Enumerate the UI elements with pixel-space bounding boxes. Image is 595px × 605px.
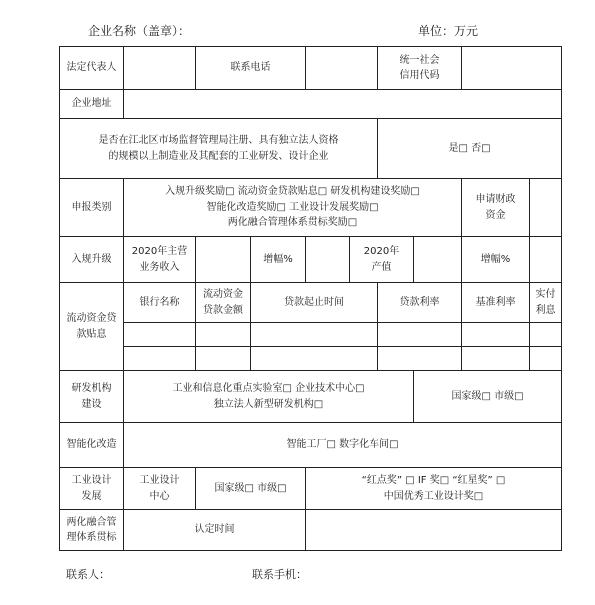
loan-period-header: 贷款起止时间 (251, 283, 378, 323)
legal-rep-label: 法定代表人 (60, 47, 124, 90)
paid-interest-header-line: 实付 (535, 289, 556, 300)
output-growth-input[interactable] (530, 237, 562, 283)
finance-amount-input[interactable] (530, 179, 562, 237)
design-row (60, 468, 562, 510)
address-input[interactable] (124, 90, 562, 119)
upgrade-label: 入规升级 (60, 237, 124, 283)
eligibility-question-line: 是否在江北区市场监督管理局注册、具有独立法人资格 (98, 135, 339, 146)
finance-amount-label-line: 申请财政 (475, 194, 516, 205)
revenue-growth-label: 增幅% (251, 237, 306, 283)
smart-row (60, 423, 562, 468)
design-label-line: 发展 (81, 490, 102, 502)
output-growth-label: 增幅% (462, 237, 530, 283)
design-level-checkboxes[interactable]: 国家级□ 市级□ (196, 468, 306, 510)
rnd-option-line[interactable]: 独立法人新型研发机构□ (213, 398, 324, 410)
output-label-line: 产值 (371, 261, 392, 273)
finance-amount-label (462, 179, 530, 237)
revenue-label-line: 2020年主营 (131, 246, 188, 257)
loan-entry-row (60, 323, 562, 347)
rnd-level-checkboxes[interactable]: 国家级□ 市级□ (414, 371, 562, 423)
revenue-label-line: 业务收入 (139, 261, 180, 273)
loan-rate-input[interactable] (378, 323, 462, 347)
smart-label: 智能化改造 (60, 423, 124, 468)
contact-mobile-label: 联系手机： (252, 568, 307, 581)
design-awards[interactable] (306, 468, 562, 510)
revenue-input[interactable] (196, 237, 251, 283)
integration-label (60, 510, 124, 551)
category-option-line[interactable]: 入规升级奖励□ 流动资金贷款贴息□ 研发机构建设奖励□ (165, 186, 420, 198)
smart-options[interactable]: 智能工厂□ 数字化车间□ (124, 423, 562, 468)
category-option-line[interactable]: 智能化改造奖励□ 工业设计发展奖励□ (206, 201, 379, 213)
paid-interest-input[interactable] (530, 347, 562, 371)
loan-label (60, 283, 124, 371)
loan-amount-input[interactable] (196, 323, 251, 347)
rnd-options[interactable] (124, 371, 414, 423)
loan-amount-header-line: 贷款金额 (203, 304, 243, 316)
loan-period-input[interactable] (251, 347, 378, 371)
unit-label: 单位：万元 (418, 24, 479, 38)
category-option-line[interactable]: 两化融合管理体系贯标奖励□ (227, 217, 358, 229)
loan-entry-row (60, 347, 562, 371)
address-row (60, 90, 562, 119)
loan-amount-header (196, 283, 251, 323)
design-center-label (124, 468, 196, 510)
phone-input[interactable] (306, 47, 378, 90)
paid-interest-input[interactable] (530, 323, 562, 347)
company-name-label: 企业名称（盖章）： (88, 24, 191, 38)
loan-label-line: 款贴息 (76, 328, 107, 340)
bank-name-header: 银行名称 (124, 283, 196, 323)
finance-amount-label-line: 资金 (485, 209, 506, 221)
address-label: 企业地址 (60, 90, 124, 119)
revenue-growth-input[interactable] (306, 237, 350, 283)
eligibility-row (60, 119, 562, 179)
base-rate-input[interactable] (462, 323, 530, 347)
bank-name-input[interactable] (124, 323, 196, 347)
credit-code-label-line: 统一社会 (399, 54, 440, 66)
eligibility-question (60, 119, 378, 179)
category-row (60, 179, 562, 237)
paid-interest-header-line: 利息 (535, 304, 556, 316)
design-award-line[interactable]: 中国优秀工业设计奖□ (383, 490, 484, 502)
paid-interest-header (530, 283, 562, 323)
output-label (350, 237, 414, 283)
base-rate-header: 基准利率 (462, 283, 530, 323)
eligibility-answer-checkboxes[interactable]: 是□ 否□ (378, 119, 562, 179)
legal-rep-row (60, 47, 562, 90)
bank-name-input[interactable] (124, 347, 196, 371)
certification-date-label: 认定时间 (124, 510, 306, 551)
credit-code-input[interactable] (462, 47, 562, 90)
design-award-line[interactable]: “红点奖” □ IF 奖□ “红星奖” □ (361, 475, 506, 486)
revenue-label (124, 237, 196, 283)
credit-code-label (378, 47, 462, 90)
rnd-option-line[interactable]: 工业和信息化重点实验室□ 企业技术中心□ (172, 383, 365, 394)
loan-header-row (60, 283, 562, 323)
loan-amount-header-line: 流动资金 (203, 289, 243, 300)
design-center-label-line: 工业设计 (139, 475, 180, 486)
contact-person-label: 联系人： (66, 568, 110, 581)
application-form-table (59, 46, 562, 551)
loan-label-line: 流动资金贷 (66, 313, 117, 324)
base-rate-input[interactable] (462, 347, 530, 371)
rnd-row (60, 371, 562, 423)
integration-label-line: 两化融合管 (66, 516, 117, 528)
output-input[interactable] (414, 237, 462, 283)
category-label: 申报类别 (60, 179, 124, 237)
design-center-label-line: 中心 (149, 490, 170, 502)
certification-date-input[interactable] (306, 510, 562, 551)
phone-label: 联系电话 (196, 47, 306, 90)
loan-rate-input[interactable] (378, 347, 462, 371)
category-options[interactable] (124, 179, 462, 237)
rnd-label-line: 建设 (81, 398, 102, 410)
integration-label-line: 理体系贯标 (66, 532, 117, 543)
legal-rep-input[interactable] (124, 47, 196, 90)
credit-code-label-line: 信用代码 (399, 70, 440, 81)
loan-period-input[interactable] (251, 323, 378, 347)
design-label-line: 工业设计 (71, 475, 112, 486)
eligibility-question-line: 的规模以上制造业及其配套的工业研发、设计企业 (108, 150, 329, 162)
loan-rate-header: 贷款利率 (378, 283, 462, 323)
integration-row (60, 510, 562, 551)
design-label (60, 468, 124, 510)
rnd-label-line: 研发机构 (71, 383, 112, 394)
loan-amount-input[interactable] (196, 347, 251, 371)
output-label-line: 2020年 (363, 246, 400, 257)
rnd-label (60, 371, 124, 423)
upgrade-row (60, 237, 562, 283)
